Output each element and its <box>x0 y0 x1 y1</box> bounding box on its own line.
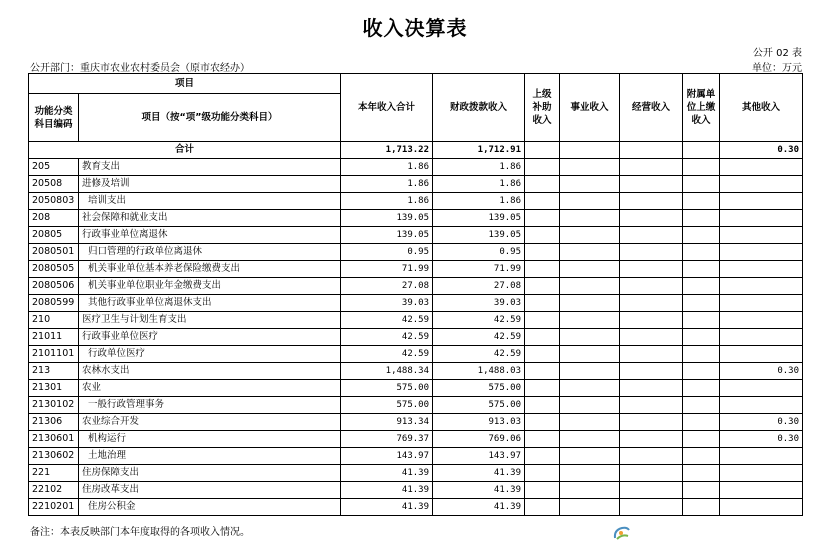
row-name: 农林水支出 <box>79 363 341 380</box>
row-name: 行政单位医疗 <box>79 346 341 363</box>
row-total-income: 42.59 <box>341 346 433 363</box>
empty-cell <box>560 261 620 278</box>
empty-cell <box>683 329 720 346</box>
row-name: 归口管理的行政单位离退休 <box>79 244 341 261</box>
empty-cell <box>525 312 560 329</box>
row-fiscal: 1.86 <box>433 176 525 193</box>
table-row <box>29 176 803 193</box>
row-total-income: 769.37 <box>341 431 433 448</box>
row-code: 21011 <box>29 329 79 346</box>
row-name: 培训支出 <box>79 193 341 210</box>
empty-cell <box>525 397 560 414</box>
row-fiscal: 1.86 <box>433 159 525 176</box>
row-total-income: 39.03 <box>341 295 433 312</box>
table-row <box>29 380 803 397</box>
table-row <box>29 363 803 380</box>
row-total-income: 1.86 <box>341 176 433 193</box>
empty-cell <box>683 414 720 431</box>
row-name: 行政事业单位医疗 <box>79 329 341 346</box>
row-fiscal: 1.86 <box>433 193 525 210</box>
row-other <box>720 448 803 465</box>
row-code: 2101101 <box>29 346 79 363</box>
row-code: 210 <box>29 312 79 329</box>
row-fiscal: 913.03 <box>433 414 525 431</box>
empty-cell <box>683 312 720 329</box>
empty-cell <box>620 210 683 227</box>
empty-cell <box>525 142 560 159</box>
empty-cell <box>620 295 683 312</box>
table-row <box>29 193 803 210</box>
empty-cell <box>620 465 683 482</box>
empty-cell <box>560 380 620 397</box>
row-code: 2210201 <box>29 499 79 516</box>
empty-cell <box>620 278 683 295</box>
empty-cell <box>525 176 560 193</box>
row-fiscal: 575.00 <box>433 380 525 397</box>
row-code: 2080501 <box>29 244 79 261</box>
empty-cell <box>560 414 620 431</box>
row-name: 社会保障和就业支出 <box>79 210 341 227</box>
row-fiscal: 39.03 <box>433 295 525 312</box>
empty-cell <box>560 227 620 244</box>
header-business: 事业收入 <box>560 74 620 142</box>
row-fiscal: 41.39 <box>433 482 525 499</box>
empty-cell <box>620 261 683 278</box>
row-total-income: 0.95 <box>341 244 433 261</box>
empty-cell <box>525 295 560 312</box>
row-other: 0.30 <box>720 414 803 431</box>
empty-cell <box>560 363 620 380</box>
row-other <box>720 329 803 346</box>
page-title: 收入决算表 <box>362 16 468 40</box>
empty-cell <box>683 363 720 380</box>
empty-cell <box>620 193 683 210</box>
row-other <box>720 176 803 193</box>
header-subsidy: 上级补助收入 <box>525 74 560 142</box>
empty-cell <box>620 227 683 244</box>
table-row <box>29 431 803 448</box>
empty-cell <box>525 499 560 516</box>
row-code: 2130601 <box>29 431 79 448</box>
row-code: 2080505 <box>29 261 79 278</box>
row-other <box>720 482 803 499</box>
row-name: 教育支出 <box>79 159 341 176</box>
empty-cell <box>683 380 720 397</box>
empty-cell <box>620 397 683 414</box>
table-row <box>29 329 803 346</box>
row-name: 机关事业单位基本养老保险缴费支出 <box>79 261 341 278</box>
row-name: 农业 <box>79 380 341 397</box>
empty-cell <box>560 295 620 312</box>
row-fiscal: 575.00 <box>433 397 525 414</box>
table-row <box>29 295 803 312</box>
empty-cell <box>560 159 620 176</box>
row-fiscal: 71.99 <box>433 261 525 278</box>
empty-cell <box>525 465 560 482</box>
empty-cell <box>560 329 620 346</box>
row-fiscal: 42.59 <box>433 312 525 329</box>
row-code: 208 <box>29 210 79 227</box>
row-name: 机构运行 <box>79 431 341 448</box>
table-row <box>29 482 803 499</box>
row-other <box>720 227 803 244</box>
empty-cell <box>620 346 683 363</box>
empty-cell <box>683 278 720 295</box>
empty-cell <box>620 329 683 346</box>
total-row <box>29 142 803 159</box>
row-name: 一般行政管理事务 <box>79 397 341 414</box>
row-other <box>720 397 803 414</box>
empty-cell <box>683 210 720 227</box>
empty-cell <box>683 142 720 159</box>
footnote: 备注：本表反映部门本年度取得的各项收入情况。 <box>30 527 250 538</box>
empty-cell <box>525 448 560 465</box>
row-name: 医疗卫生与计划生育支出 <box>79 312 341 329</box>
row-other <box>720 380 803 397</box>
empty-cell <box>525 380 560 397</box>
empty-cell <box>525 244 560 261</box>
empty-cell <box>620 499 683 516</box>
row-total-income: 575.00 <box>341 397 433 414</box>
empty-cell <box>683 176 720 193</box>
row-other <box>720 295 803 312</box>
table-row <box>29 210 803 227</box>
row-other <box>720 499 803 516</box>
row-name: 住房改革支出 <box>79 482 341 499</box>
empty-cell <box>560 499 620 516</box>
row-other <box>720 261 803 278</box>
empty-cell <box>683 448 720 465</box>
row-total-income: 41.39 <box>341 499 433 516</box>
empty-cell <box>560 465 620 482</box>
total-other-cell: 0.30 <box>720 142 803 159</box>
table-row <box>29 499 803 516</box>
table-row <box>29 414 803 431</box>
empty-cell <box>560 142 620 159</box>
row-total-income: 143.97 <box>341 448 433 465</box>
row-code: 21301 <box>29 380 79 397</box>
row-name: 机关事业单位职业年金缴费支出 <box>79 278 341 295</box>
row-fiscal: 42.59 <box>433 329 525 346</box>
row-code: 213 <box>29 363 79 380</box>
row-other <box>720 210 803 227</box>
row-total-income: 139.05 <box>341 210 433 227</box>
table-row <box>29 448 803 465</box>
empty-cell <box>683 482 720 499</box>
row-fiscal: 41.39 <box>433 465 525 482</box>
header-affiliated: 附属单位上缴收入 <box>683 74 720 142</box>
row-other <box>720 193 803 210</box>
empty-cell <box>620 431 683 448</box>
empty-cell <box>620 380 683 397</box>
table-row <box>29 312 803 329</box>
empty-cell <box>620 482 683 499</box>
empty-cell <box>560 312 620 329</box>
empty-cell <box>560 278 620 295</box>
empty-cell <box>560 448 620 465</box>
row-code: 21306 <box>29 414 79 431</box>
row-total-income: 913.34 <box>341 414 433 431</box>
row-name: 进修及培训 <box>79 176 341 193</box>
row-fiscal: 143.97 <box>433 448 525 465</box>
table-row <box>29 261 803 278</box>
row-total-income: 41.39 <box>341 482 433 499</box>
row-fiscal: 0.95 <box>433 244 525 261</box>
row-other <box>720 244 803 261</box>
total-income-cell: 1,713.22 <box>341 142 433 159</box>
empty-cell <box>683 244 720 261</box>
form-number: 公开 02 表 <box>752 48 802 59</box>
empty-cell <box>683 261 720 278</box>
empty-cell <box>525 159 560 176</box>
empty-cell <box>620 312 683 329</box>
header-operating: 经营收入 <box>620 74 683 142</box>
row-other: 0.30 <box>720 431 803 448</box>
row-code: 2130602 <box>29 448 79 465</box>
empty-cell <box>683 397 720 414</box>
row-fiscal: 27.08 <box>433 278 525 295</box>
empty-cell <box>683 465 720 482</box>
row-fiscal: 769.06 <box>433 431 525 448</box>
header-fiscal: 财政拨款收入 <box>433 74 525 142</box>
total-label: 合计 <box>29 142 341 159</box>
row-name: 行政事业单位离退休 <box>79 227 341 244</box>
empty-cell <box>525 329 560 346</box>
row-code: 2130102 <box>29 397 79 414</box>
empty-cell <box>560 482 620 499</box>
row-fiscal: 42.59 <box>433 346 525 363</box>
row-total-income: 42.59 <box>341 312 433 329</box>
empty-cell <box>560 210 620 227</box>
empty-cell <box>683 499 720 516</box>
table-row <box>29 278 803 295</box>
row-fiscal: 139.05 <box>433 227 525 244</box>
row-other <box>720 465 803 482</box>
income-table <box>28 73 803 516</box>
table-row <box>29 244 803 261</box>
row-code: 205 <box>29 159 79 176</box>
row-code: 20508 <box>29 176 79 193</box>
row-other: 0.30 <box>720 363 803 380</box>
empty-cell <box>560 244 620 261</box>
table-row <box>29 397 803 414</box>
empty-cell <box>683 431 720 448</box>
row-other <box>720 278 803 295</box>
header-name: 项目（按“项”级功能分类科目） <box>79 94 341 142</box>
row-total-income: 139.05 <box>341 227 433 244</box>
row-total-income: 71.99 <box>341 261 433 278</box>
empty-cell <box>560 431 620 448</box>
table-row <box>29 227 803 244</box>
row-code: 2080599 <box>29 295 79 312</box>
empty-cell <box>525 346 560 363</box>
empty-cell <box>683 346 720 363</box>
table-row <box>29 159 803 176</box>
table-row <box>29 465 803 482</box>
empty-cell <box>620 363 683 380</box>
row-other <box>720 312 803 329</box>
row-total-income: 27.08 <box>341 278 433 295</box>
empty-cell <box>525 210 560 227</box>
empty-cell <box>683 193 720 210</box>
empty-cell <box>620 448 683 465</box>
row-code: 221 <box>29 465 79 482</box>
empty-cell <box>525 363 560 380</box>
header-total-income: 本年收入合计 <box>341 74 433 142</box>
department-label: 公开部门：重庆市农业农村委员会（原市农经办） <box>30 63 250 74</box>
row-total-income: 1.86 <box>341 193 433 210</box>
empty-cell <box>683 227 720 244</box>
empty-cell <box>525 278 560 295</box>
row-total-income: 1,488.34 <box>341 363 433 380</box>
empty-cell <box>525 193 560 210</box>
row-name: 住房公积金 <box>79 499 341 516</box>
row-fiscal: 1,488.03 <box>433 363 525 380</box>
row-name: 农业综合开发 <box>79 414 341 431</box>
empty-cell <box>525 431 560 448</box>
empty-cell <box>525 227 560 244</box>
empty-cell <box>525 414 560 431</box>
table-row <box>29 346 803 363</box>
header-other: 其他收入 <box>720 74 803 142</box>
empty-cell <box>525 261 560 278</box>
row-total-income: 1.86 <box>341 159 433 176</box>
empty-cell <box>560 346 620 363</box>
empty-cell <box>620 142 683 159</box>
row-name: 住房保障支出 <box>79 465 341 482</box>
row-name: 其他行政事业单位离退休支出 <box>79 295 341 312</box>
empty-cell <box>620 244 683 261</box>
empty-cell <box>620 414 683 431</box>
empty-cell <box>620 176 683 193</box>
empty-cell <box>560 397 620 414</box>
row-other <box>720 346 803 363</box>
row-total-income: 575.00 <box>341 380 433 397</box>
header-code: 功能分类科目编码 <box>29 94 79 142</box>
watermark-logo-icon <box>612 524 632 542</box>
empty-cell <box>560 193 620 210</box>
empty-cell <box>683 159 720 176</box>
row-code: 22102 <box>29 482 79 499</box>
row-other <box>720 159 803 176</box>
row-total-income: 41.39 <box>341 465 433 482</box>
row-total-income: 42.59 <box>341 329 433 346</box>
empty-cell <box>620 159 683 176</box>
row-code: 2050803 <box>29 193 79 210</box>
unit-label: 单位：万元 <box>752 63 802 74</box>
empty-cell <box>683 295 720 312</box>
header-item: 项目 <box>29 74 341 94</box>
row-fiscal: 139.05 <box>433 210 525 227</box>
empty-cell <box>560 176 620 193</box>
row-code: 20805 <box>29 227 79 244</box>
empty-cell <box>525 482 560 499</box>
row-fiscal: 41.39 <box>433 499 525 516</box>
row-name: 土地治理 <box>79 448 341 465</box>
total-fiscal-cell: 1,712.91 <box>433 142 525 159</box>
row-code: 2080506 <box>29 278 79 295</box>
